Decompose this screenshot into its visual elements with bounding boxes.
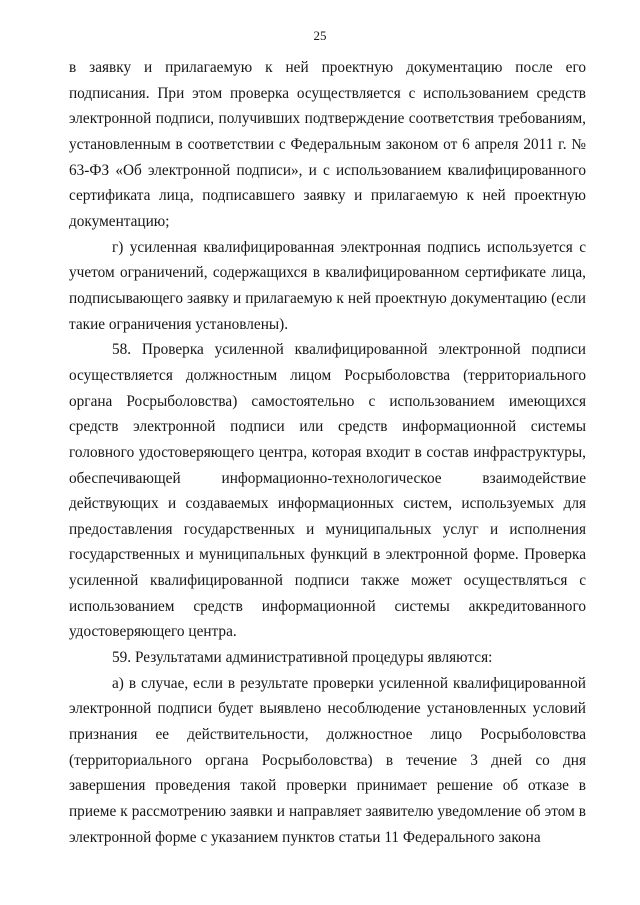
paragraph-item-a: а) в случае, если в результате проверки усиленной квалифицированной электронной подписи будет выявлено несоблюдение установленных условий признания ее действительности, должностное лицо Росрыболовства (территориального органа Росрыболовства) в течение 3 дней со дня завершения проведения такой проверки принимает решение об отказе в приеме к рассмотрению заявки и направляет заявителю уведомление об этом в электронной форме с указанием пунктов статьи 11 Федерального закона (69, 674, 586, 846)
page-number: 25 (313, 28, 327, 43)
paragraph-59: 59. Результатами административной процедуры являются: (112, 649, 493, 667)
paragraph-continuation: в заявку и прилагаемую к ней проектную документацию после его подписания. При этом проверка осуществляется с использованием средств электронной подписи, получивших подтверждение соответствия требованиям, установленным в соответствии с Федеральным законом от 6 апреля 2011 г. № 63-ФЗ «Об электронной подписи», и с использованием квалифицированного сертификата лица, подписавшего заявку и прилагаемую к ней проектную документацию; (69, 59, 586, 230)
paragraph-item-g: г) усиленная квалифицированная электронная подпись используется с учетом ограничений, содержащихся в квалифицированном сертификате лица, подписывающего заявку и прилагаемую к ней проектную документацию (если такие ограничения установлены). (69, 238, 586, 333)
paragraph-58: 58. Проверка усиленной квалифицированной электронной подписи осуществляется должностным лицом Росрыболовства (территориального органа Росрыболовства) самостоятельно с использованием имеющихся средств электронной подписи или средств информационной системы головного удостоверяющего центра, которая входит в состав инфраструктуры, обеспечивающей информационно-технологическое взаимодействие действующих и создаваемых информационных систем, используемых для предоставления государственных и муниципальных услуг и исполнения государственных и муниципальных функций в электронной форме. Проверка усиленной квалифицированной подписи также может осуществляться с использованием средств информационной системы аккредитованного удостоверяющего центра. (69, 341, 586, 641)
document-body (69, 55, 586, 850)
